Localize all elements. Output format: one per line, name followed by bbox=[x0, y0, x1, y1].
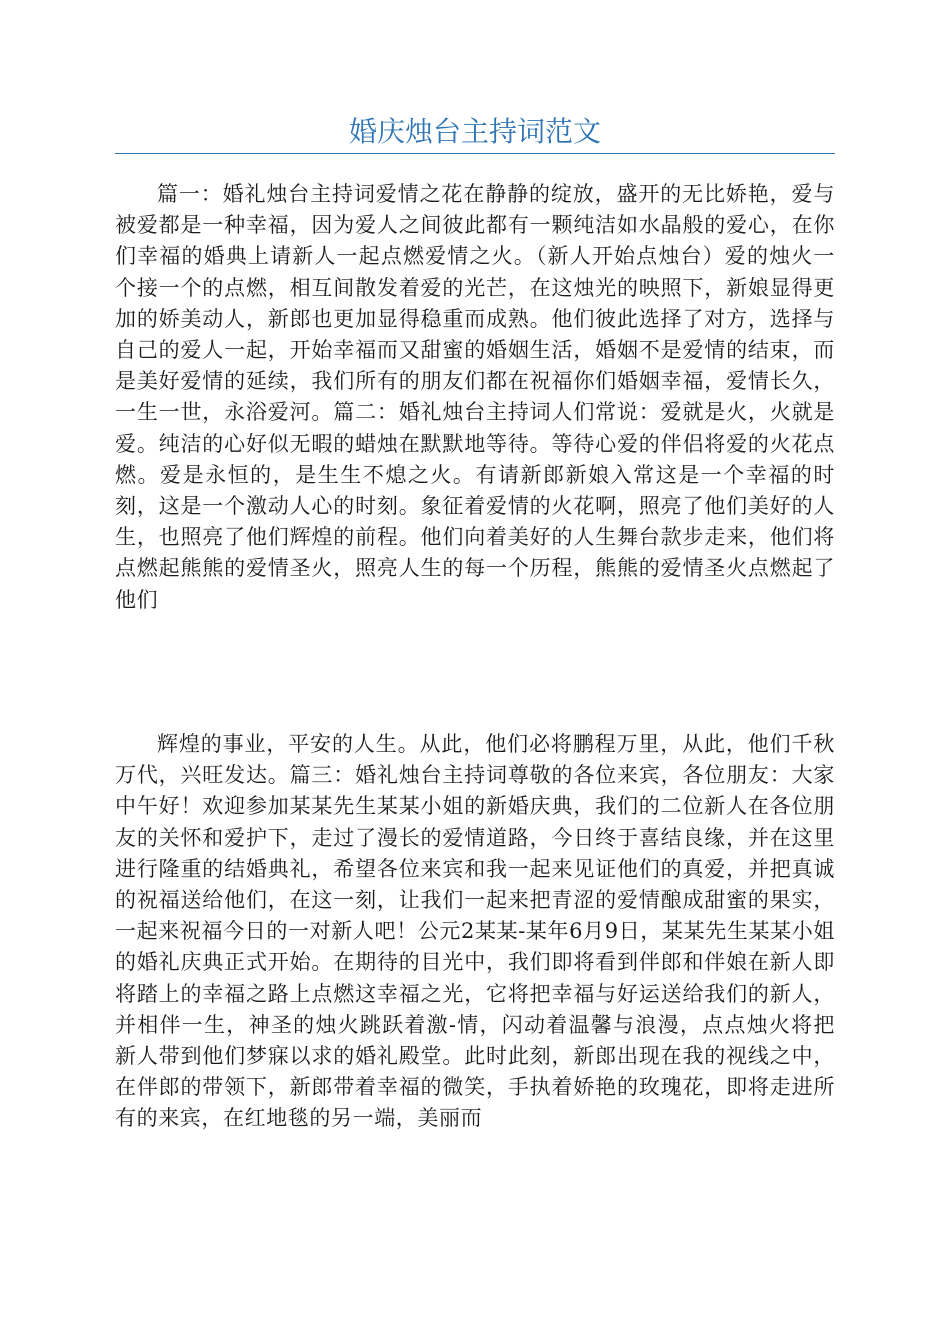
title-underline bbox=[115, 153, 835, 154]
document-title: 婚庆烛台主持词范文 bbox=[348, 115, 601, 148]
paragraph-1: 篇一：婚礼烛台主持词爱情之花在静静的绽放，盛开的无比娇艳，爱与被爱都是一种幸福，因为爱人之间彼此都有一颗纯洁如水晶般的爱心，在你们幸福的婚典上请新人一起点燃爱情之火。（新人开始点烛台）爱的烛火一个接一个的点燃，相互间散发着爱的光芒，在这烛光的映照下，新娘显得更加的娇美动人，新郎也更加显得稳重而成熟。他们彼此选择了对方，选择与自己的爱人一起，开始幸福而又甜蜜的婚姻生活，婚姻不是爱情的结束，而是美好爱情的延续，我们所有的朋友们都在祝福你们婚姻幸福，爱情长久，一生一世，永浴爱河。篇二：婚礼烛台主持词人们常说：爱就是火，火就是爱。纯洁的心好似无暇的蜡烛在默默地等待。等待心爱的伴侣将爱的火花点燃。爱是永恒的，是生生不熄之火。有请新郎新娘入常这是一个幸福的时刻，这是一个激动人心的时刻。象征着爱情的火花啊，照亮了他们美好的人生，也照亮了他们辉煌的前程。他们向着美好的人生舞台款步走来，他们将点燃起熊熊的爱情圣火，照亮人生的每一个历程，熊熊的爱情圣火点燃起了他们 bbox=[115, 182, 835, 612]
paragraph-2: 辉煌的事业，平安的人生。从此，他们必将鹏程万里，从此，他们千秋万代，兴旺发达。篇三：婚礼烛台主持词尊敬的各位来宾，各位朋友：大家中午好！欢迎参加某某先生某某小姐的新婚庆典，我们的二位新人在各位朋友的关怀和爱护下，走过了漫长的爱情道路，今日终于喜结良缘，并在这里进行隆重的结婚典礼，希望各位来宾和我一起来见证他们的真爱，并把真诚的祝福送给他们，在这一刻，让我们一起来把青涩的爱情酿成甜蜜的果实，一起来祝福今日的一对新人吧！公元2某某-某年6月9日，某某先生某某小姐的婚礼庆典正式开始。在期待的目光中，我们即将看到伴郎和伴娘在新人即将踏上的幸福之路上点燃这幸福之光，它将把幸福与好运送给我们的新人，并相伴一生，神圣的烛火跳跃着激-情，闪动着温馨与浪漫，点点烛火将把新人带到他们梦寐以求的婚礼殿堂。此时此刻，新郎出现在我的视线之中，在伴郎的带领下，新郎带着幸福的微笑，手执着娇艳的玫瑰花，即将走进所有的来宾，在红地毯的另一端，美丽而 bbox=[115, 732, 835, 1131]
